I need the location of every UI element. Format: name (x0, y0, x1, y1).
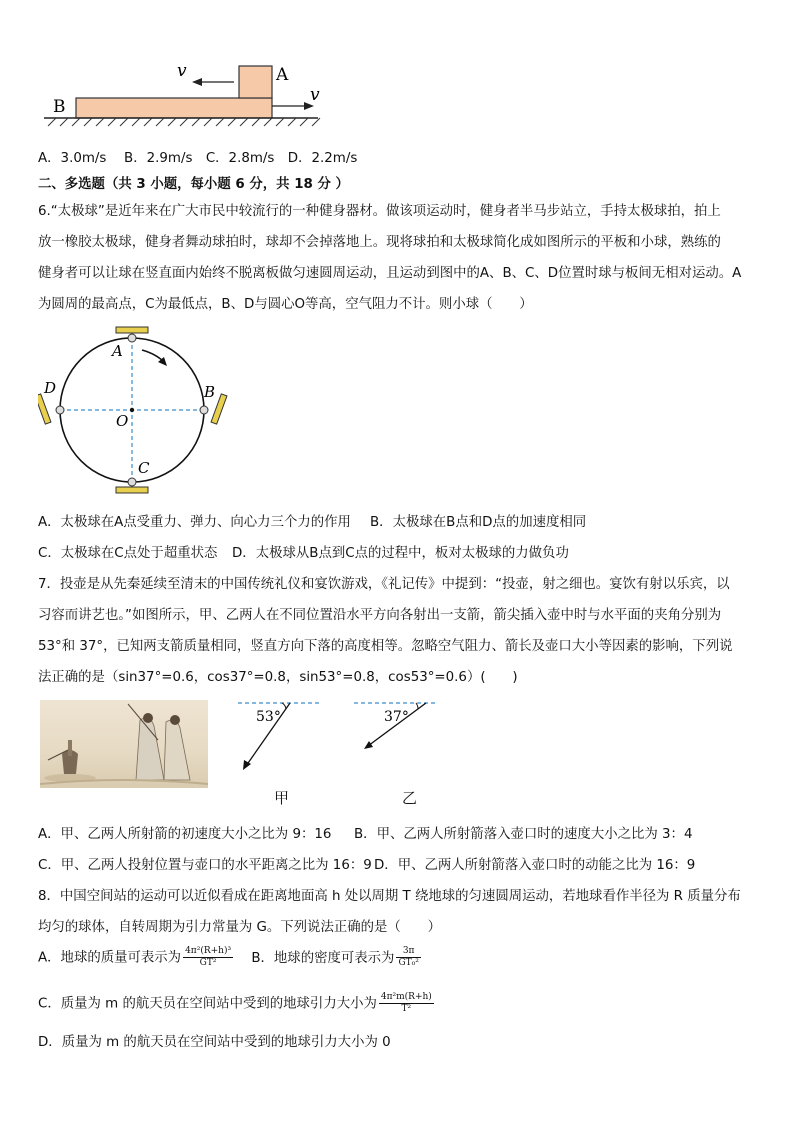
circle-figure (38, 322, 238, 494)
q6-option-c: C．太极球在C点处于超重状态 (38, 546, 218, 561)
q6-option-d: D．太极球从B点到C点的过程中，板对太极球的力做负功 (232, 546, 569, 561)
q7-line4: 法正确的是（sin37°=0.6，cos37°=0.8，sin53°=0.8，cos53°=0.6）( ) (38, 670, 518, 685)
label-a: A (112, 342, 123, 360)
q8-option-a: A．地球的质量可表示为 (38, 950, 182, 966)
q7-option-c: C．甲、乙两人投射位置与壶口的水平距离之比为 16：9 (38, 858, 372, 873)
label-b: B (204, 383, 216, 401)
label-v-b: v (310, 85, 320, 105)
q8-line1: 8．中国空间站的运动可以近似看成在距离地面高 h 处以周期 T 绕地球的匀速圆周运动，若地球看作半径为 R 质量分布 (38, 889, 741, 904)
q6-line1: 6.“太极球”是近年来在广大市民中较流行的一种健身器材。做该项运动时，健身者半马步站立，手持太极球拍，拍上 (38, 204, 721, 219)
label-yi: 乙 (402, 789, 418, 807)
q8-option-c: C．质量为 m 的航天员在空间站中受到的地球引力大小为 (38, 996, 377, 1012)
q7-option-a: A．甲、乙两人所射箭的初速度大小之比为 9：16 (38, 827, 332, 842)
q7-line3: 53°和 37°，已知两支箭质量相同，竖直方向下落的高度相等。忽略空气阻力、箭长及壶口大小等因素的影响，下列说 (38, 639, 733, 654)
q6-line4: 为圆周的最高点，C为最低点，B、D与圆心O等高，空气阻力不计。则小球（ ） (38, 297, 533, 312)
q8-option-b: B．地球的密度可表示为 (251, 950, 395, 966)
angle-37: 37° (384, 709, 409, 725)
q8-option-c-row (38, 992, 436, 1015)
paddle-bottom (116, 487, 148, 493)
q7-option-d: D．甲、乙两人所射箭落入壶口时的动能之比为 16：9 (374, 858, 696, 873)
q7-line1: 7．投壶是从先秦延续至清末的中国传统礼仪和宴饮游戏，《礼记传》中提到：“投壶，射之细也。宴饮有射以乐宾，以 (38, 577, 730, 592)
touhu-painting (40, 700, 208, 788)
label-b: B (53, 97, 66, 117)
paddle-top (116, 327, 148, 333)
formula-density: $\frac{3\pi}{\text{GT₀²}}$ (398, 946, 419, 968)
q6-line2: 放一橡胶太极球，健身者舞动球拍时，球却不会掉落地上。现将球拍和太极球简化成如图所示的平板和小球，熟练的 (38, 235, 721, 250)
ground-hatch (48, 118, 320, 126)
plank-b (76, 98, 272, 118)
q8-option-a-row (38, 946, 423, 969)
label-v-a: v (177, 61, 187, 81)
label-d: D (44, 379, 57, 397)
q6-line3: 健身者可以让球在竖直面内始终不脱离板做匀速圆周运动，且运动到图中的A、B、C、D位置时球与板间无相对运动。A (38, 266, 742, 281)
block-figure (40, 56, 340, 134)
q5-options: A．3.0m/s B．2.9m/s C．2.8m/s D．2.2m/s (38, 151, 358, 166)
q7-option-b: B．甲、乙两人所射箭落入壶口时的速度大小之比为 3：4 (354, 827, 693, 842)
section-title: 二、多选题（共 3 小题，每小题 6 分，共 18 分 ） (38, 177, 349, 192)
angle-53: 53° (256, 709, 281, 725)
label-jia: 甲 (274, 789, 290, 807)
q7-line2: 习容而讲艺也。”如图所示，甲、乙两人在不同位置沿水平方向各射出一支箭，箭尖插入壶中时与水平面的夹角分别为 (38, 608, 722, 623)
q8-option-d: D．质量为 m 的航天员在空间站中受到的地球引力大小为 0 (38, 1035, 391, 1050)
q6-option-a: A．太极球在A点受重力、弹力、向心力三个力的作用 (38, 515, 351, 530)
arrow-angle-figure (232, 696, 442, 776)
formula-force: $\frac{\text{4π²m(R+h)}}{\text{T²}}$ (380, 992, 432, 1014)
label-o: O (116, 412, 129, 430)
q8-line2: 均匀的球体，自转周期为引力常量为 G。下列说法正确的是（ ） (38, 920, 441, 935)
label-a: A (276, 65, 289, 85)
q6-option-b: B．太极球在B点和D点的加速度相同 (370, 515, 587, 530)
paddle-left (38, 394, 51, 424)
formula-mass: $\frac{\text{4π²(R+h)³}}{\text{GT²}}$ (185, 946, 232, 968)
block-a (239, 66, 272, 98)
label-c: C (138, 459, 150, 477)
